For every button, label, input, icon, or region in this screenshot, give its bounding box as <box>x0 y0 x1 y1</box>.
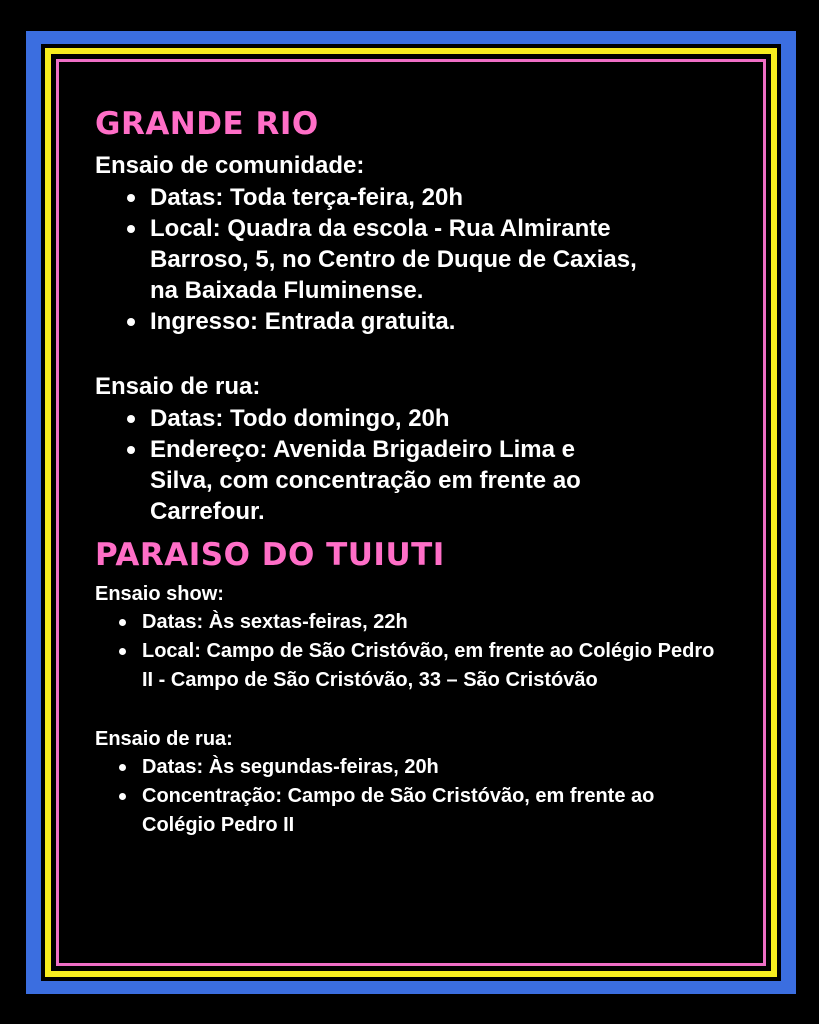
list-item: Local: Quadra da escola - Rua Almirante Barroso, 5, no Centro de Duque de Caxias, na Baixada Fluminense. <box>95 213 655 306</box>
list-item: Datas: Todo domingo, 20h <box>95 403 640 434</box>
paraiso-title: PARAISO DO TUIUTI <box>95 537 445 573</box>
ensaio-comunidade-list <box>95 182 655 337</box>
ensaio-rua-heading: Ensaio de rua: <box>95 373 261 400</box>
list-item: Local: Campo de São Cristóvão, em frente ao Colégio Pedro II - Campo de São Cristóvão, 33 – São Cristóvão <box>95 637 725 695</box>
list-item: Datas: Toda terça-feira, 20h <box>95 182 655 213</box>
ensaio-rua-list <box>95 403 640 527</box>
list-item: Endereço: Avenida Brigadeiro Lima e Silva, com concentração em frente ao Carrefour. <box>95 434 640 527</box>
list-item: Concentração: Campo de São Cristóvão, em frente ao Colégio Pedro II <box>95 782 725 840</box>
grande-rio-title: GRANDE RIO <box>95 106 319 142</box>
ensaio-comunidade-heading: Ensaio de comunidade: <box>95 152 365 179</box>
list-item: Ingresso: Entrada gratuita. <box>95 306 655 337</box>
ensaio-show-heading: Ensaio show: <box>95 583 224 605</box>
list-item: Datas: Às segundas-feiras, 20h <box>95 753 725 782</box>
grande-rio-section <box>95 104 755 527</box>
ensaio-rua-list-2 <box>95 753 725 840</box>
ensaio-show-list <box>95 608 725 695</box>
ensaio-rua-heading-2: Ensaio de rua: <box>95 728 233 750</box>
schedule-content <box>95 104 755 840</box>
list-item: Datas: Às sextas-feiras, 22h <box>95 608 725 637</box>
paraiso-section <box>95 535 755 840</box>
